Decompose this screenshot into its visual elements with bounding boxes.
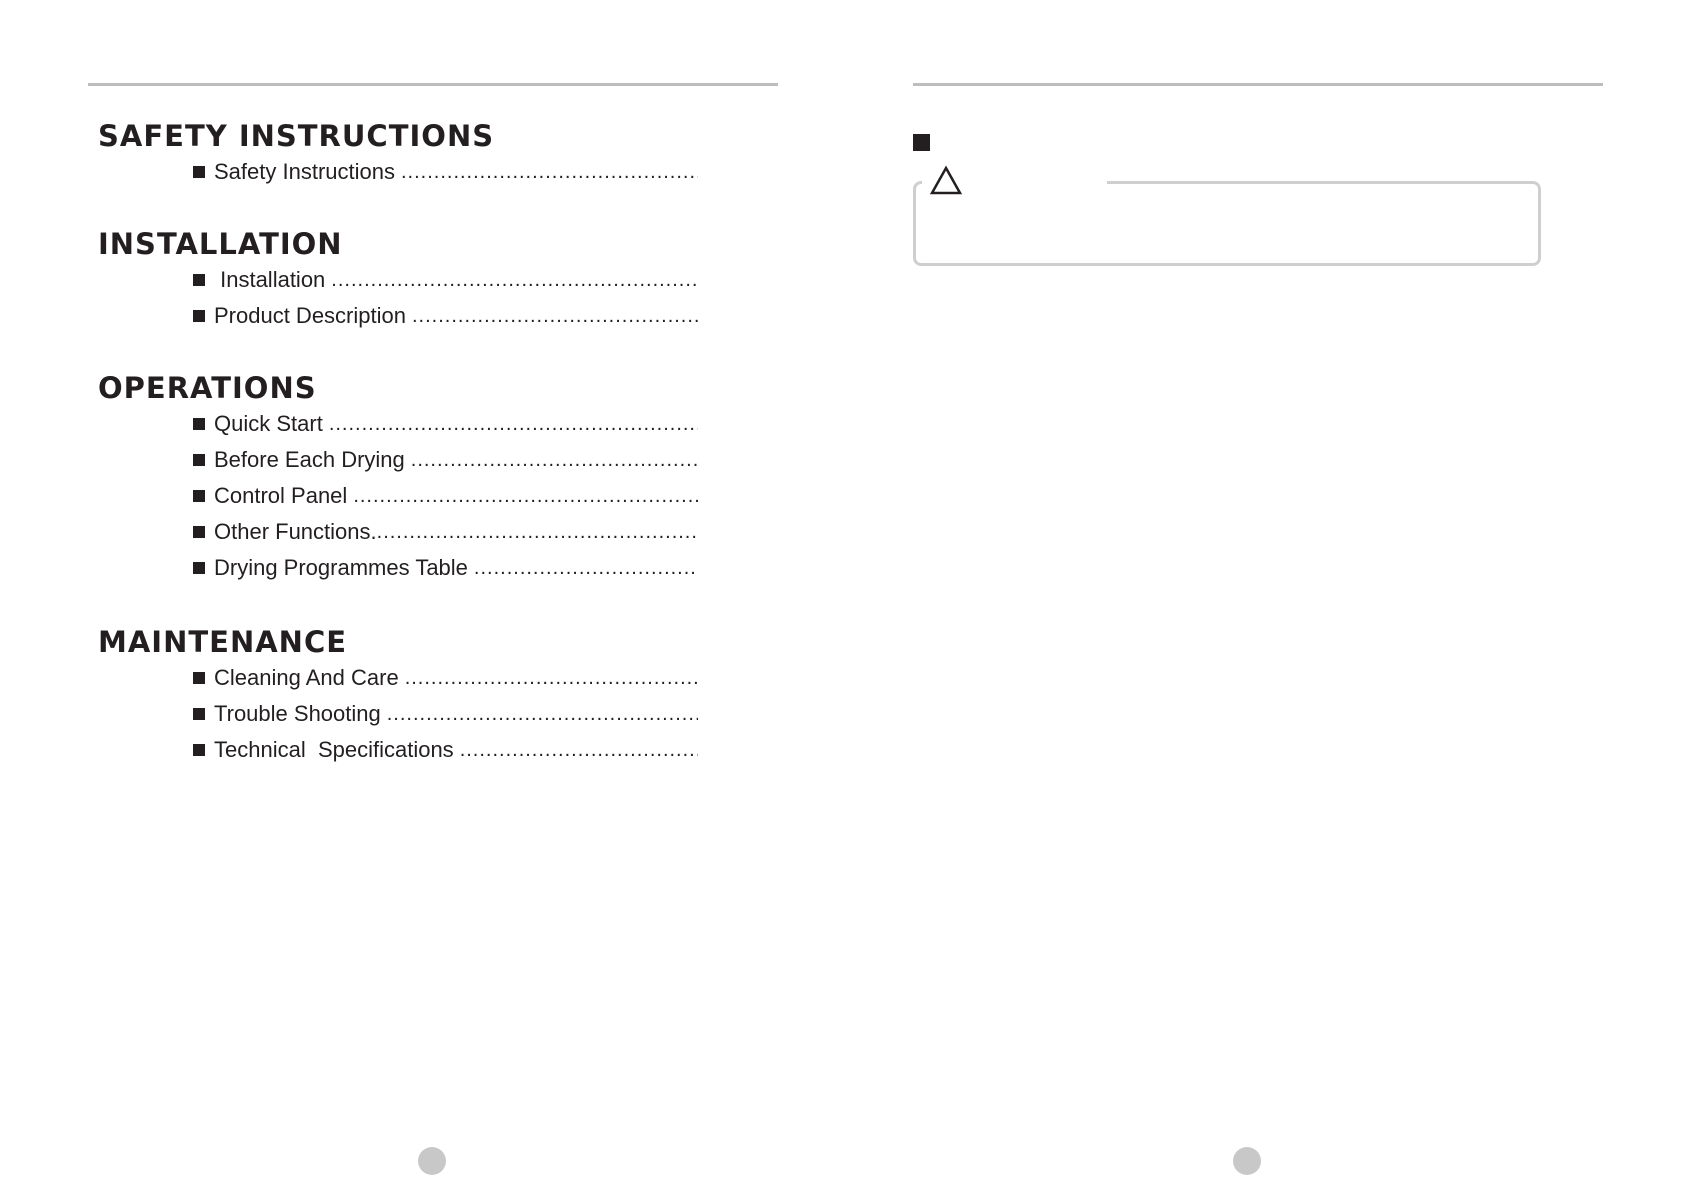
toc-entry-before-each-drying[interactable] (193, 442, 758, 478)
toc-entry-label: Trouble Shooting (214, 701, 381, 726)
dot-leader (377, 522, 698, 542)
dot-leader (329, 414, 698, 434)
toc-entry-list (98, 660, 758, 768)
toc-entry-list (98, 262, 758, 334)
warning-box (913, 181, 1541, 266)
toc-entry-trouble-shooting[interactable] (193, 696, 758, 732)
toc-entry-technical-specifications[interactable] (193, 732, 758, 768)
toc-entry-label: Product Description (214, 303, 406, 328)
square-bullet-icon (193, 418, 205, 430)
dot-leader (405, 668, 698, 688)
square-bullet-icon (193, 490, 205, 502)
right-page-top-rule (913, 83, 1603, 86)
square-bullet-icon (193, 274, 205, 286)
toc-entry-control-panel[interactable] (193, 478, 758, 514)
left-page-top-rule (88, 83, 778, 86)
toc-entry-label: Cleaning And Care (214, 665, 399, 690)
toc-entry-label: Before Each Drying (214, 447, 405, 472)
toc-entry-drying-programmes-table[interactable] (193, 550, 758, 586)
dot-leader (401, 162, 698, 182)
toc-entry-installation[interactable] (193, 262, 758, 298)
page-number-circle-icon (1233, 1147, 1261, 1175)
toc-entry-label: Drying Programmes Table (214, 555, 468, 580)
square-bullet-icon (193, 562, 205, 574)
square-bullet-icon (193, 454, 205, 466)
square-bullet-icon (193, 166, 205, 178)
section-title: OPERATIONS (98, 371, 317, 405)
toc-section-installation (98, 226, 758, 334)
square-bullet-icon (193, 708, 205, 720)
toc-section-maintenance (98, 624, 758, 768)
toc-entry-label: Safety Instructions (214, 159, 395, 184)
square-bullet-icon (193, 526, 205, 538)
warning-triangle-icon (929, 165, 963, 196)
toc-entry-quick-start[interactable] (193, 406, 758, 442)
toc-section-operations (98, 370, 758, 586)
toc-entry-list (98, 406, 758, 586)
toc-entry-label: Installation (214, 267, 326, 292)
dot-leader (387, 704, 698, 724)
square-bullet-icon (193, 672, 205, 684)
section-title: INSTALLATION (98, 227, 343, 261)
toc-entry-cleaning-and-care[interactable] (193, 660, 758, 696)
dot-leader (411, 450, 698, 470)
square-bullet-icon (913, 134, 930, 151)
toc-entry-label: Other Functions. (214, 519, 377, 544)
square-bullet-icon (193, 744, 205, 756)
toc-entry-list (98, 154, 758, 190)
toc-entry-label: Control Panel (214, 483, 348, 508)
dot-leader (474, 558, 698, 578)
dot-leader (412, 306, 698, 326)
toc-entry-label: Technical Specifications (214, 737, 454, 762)
toc-entry-other-functions[interactable] (193, 514, 758, 550)
section-title: SAFETY INSTRUCTIONS (98, 119, 495, 153)
dot-leader (460, 740, 698, 760)
toc-entry-safety-instructions[interactable] (193, 154, 758, 190)
square-bullet-icon (193, 310, 205, 322)
toc-entry-product-description[interactable] (193, 298, 758, 334)
toc-section-safety-instructions (98, 118, 758, 190)
section-title: MAINTENANCE (98, 625, 348, 659)
toc-entry-label: Quick Start (214, 411, 323, 436)
dot-leader (331, 270, 698, 290)
dot-leader (353, 486, 698, 506)
page-number-circle-icon (418, 1147, 446, 1175)
